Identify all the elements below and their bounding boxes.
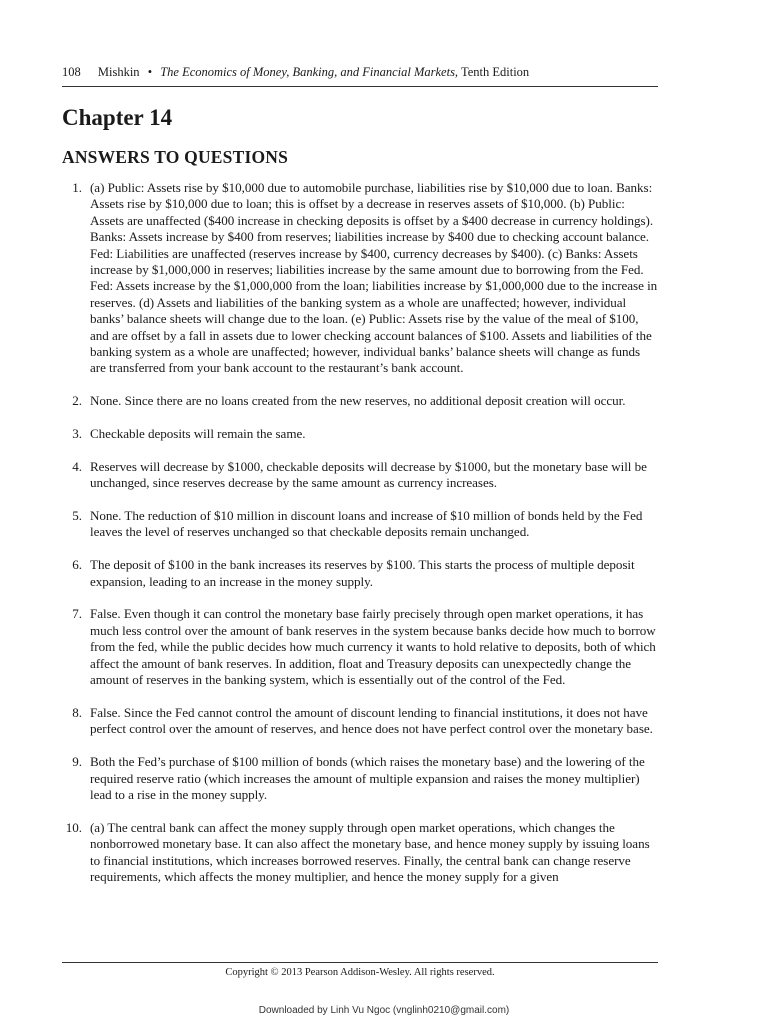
author-name: Mishkin <box>97 65 140 79</box>
header-divider <box>62 86 658 87</box>
answer-text: Reserves will decrease by $1000, checkable deposits will decrease by $1000, but the monetary base will be unchanged, since reserves decrease by the same amount as currency increases. <box>90 458 647 491</box>
answer-text: None. The reduction of $10 million in discount loans and increase of $10 million of bonds held by the Fed leaves the level of reserves unchanged so that checkable deposits remain unchanged. <box>90 508 643 540</box>
copyright-notice: Copyright © 2013 Pearson Addison-Wesley. All rights reserved. <box>225 967 495 978</box>
answer-text: (a) The central bank can affect the money supply through open market operations, which changes the nonborrowed monetary base. It can also affect the monetary base, and hence money supply by issuing loans to financial institutions, which increases borrowed reserves. Finally, the central bank can change reserve requirements, which affects the money multiplier, and hence the money supply for a given <box>90 819 650 884</box>
answer-item <box>62 557 658 590</box>
answer-text: Checkable deposits will remain the same. <box>90 426 306 442</box>
answer-item <box>62 459 658 492</box>
chapter-title: Chapter 14 <box>62 105 173 130</box>
answer-item <box>62 508 658 541</box>
answers-list <box>62 180 658 902</box>
answer-item <box>62 705 658 738</box>
answer-number: 4. <box>72 458 82 474</box>
answer-number: 10. <box>65 819 82 835</box>
answer-number: 5. <box>72 508 82 524</box>
edition-label: Tenth Edition <box>460 65 530 79</box>
answer-text: False. Since the Fed cannot control the amount of discount lending to financial institutions, it does not have perfect control over the amount of reserves, and hence does not have perfect control over the monetary base. <box>90 704 653 737</box>
answer-number: 9. <box>72 754 82 770</box>
answer-item <box>62 754 658 803</box>
answer-number: 6. <box>72 557 82 573</box>
answer-number: 3. <box>72 426 82 442</box>
download-attribution: Downloaded by Linh Vu Ngoc (vnglinh0210@gmail.com) <box>258 1005 510 1016</box>
answer-text: (a) Public: Assets rise by $10,000 due to automobile purchase, liabilities rise by $10,000 due to loan. Banks: Assets rise by $10,000 due to loan; this is offset by a decrease in reserves assets of $10,000. (b) Public: Assets are unaffected ($400 increase in checking deposits is offset by a $400 decrease in currency holdings). Banks: Assets increase by $400 from reserves; liabilities increase by $400 due to checking account balance. Fed: Liabilities are unaffected (reserves increase by $400, currency decreases by $400). (c) Banks: Assets increase by $1,000,000 in reserves; liabilities increase by the same amount due to borrowing from the Fed. Fed: Assets increase by the $1,000,000 from the loan; liabilities increase by $1,000,000 due to the increase in reserves. (d) Assets and liabilities of the banking system as a whole are unaffected; however, individual banks’ balance sheets will change due to the loan. (e) Public: Assets rise by the value of the meal of $100, and are offset by a fall in assets due to lower checking account balances of $100. Assets and liabilities of the banking system as a whole are unaffected; however, individual banks’ balance sheets will change as funds are transferred from your bank account to the restaurant’s bank account. <box>90 180 658 376</box>
page-number: 108 <box>62 65 81 79</box>
answer-item <box>62 426 658 442</box>
footer-divider <box>62 962 658 963</box>
answer-text: The deposit of $100 in the bank increases its reserves by $100. This starts the process of multiple deposit expansion, leading to an increase in the money supply. <box>90 557 635 589</box>
answer-number: 7. <box>72 606 82 622</box>
answer-item <box>62 180 658 377</box>
book-title: The Economics of Money, Banking, and Financial Markets, <box>160 65 459 79</box>
answer-number: 8. <box>72 704 82 720</box>
running-head <box>62 64 658 80</box>
answer-text: False. Even though it can control the monetary base fairly precisely through open market operations, it has much less control over the amount of bank reserves in the system because banks decide how much to borrow from the fed, while the public decides how much currency it wants to hold relative to deposits, both of which affect the amount of bank reserves. In addition, float and Treasury deposits can unexpectedly change the amount of reserves in the banking system, which is essentially out of the control of the Fed. <box>90 606 656 688</box>
header-separator: • <box>147 65 153 79</box>
answer-text: Both the Fed’s purchase of $100 million of bonds (which raises the monetary base) and the lowering of the required reserve ratio (which increases the amount of multiple expansion and raises the money multiplier) lead to a rise in the money supply. <box>90 754 645 802</box>
answer-item <box>62 820 658 886</box>
answer-number: 1. <box>72 180 82 195</box>
answer-number: 2. <box>72 393 82 409</box>
section-title: ANSWERS TO QUESTIONS <box>62 147 289 167</box>
answer-item <box>62 393 658 409</box>
answer-item <box>62 606 658 688</box>
answer-text: None. Since there are no loans created from the new reserves, no additional deposit creation will occur. <box>90 393 626 409</box>
